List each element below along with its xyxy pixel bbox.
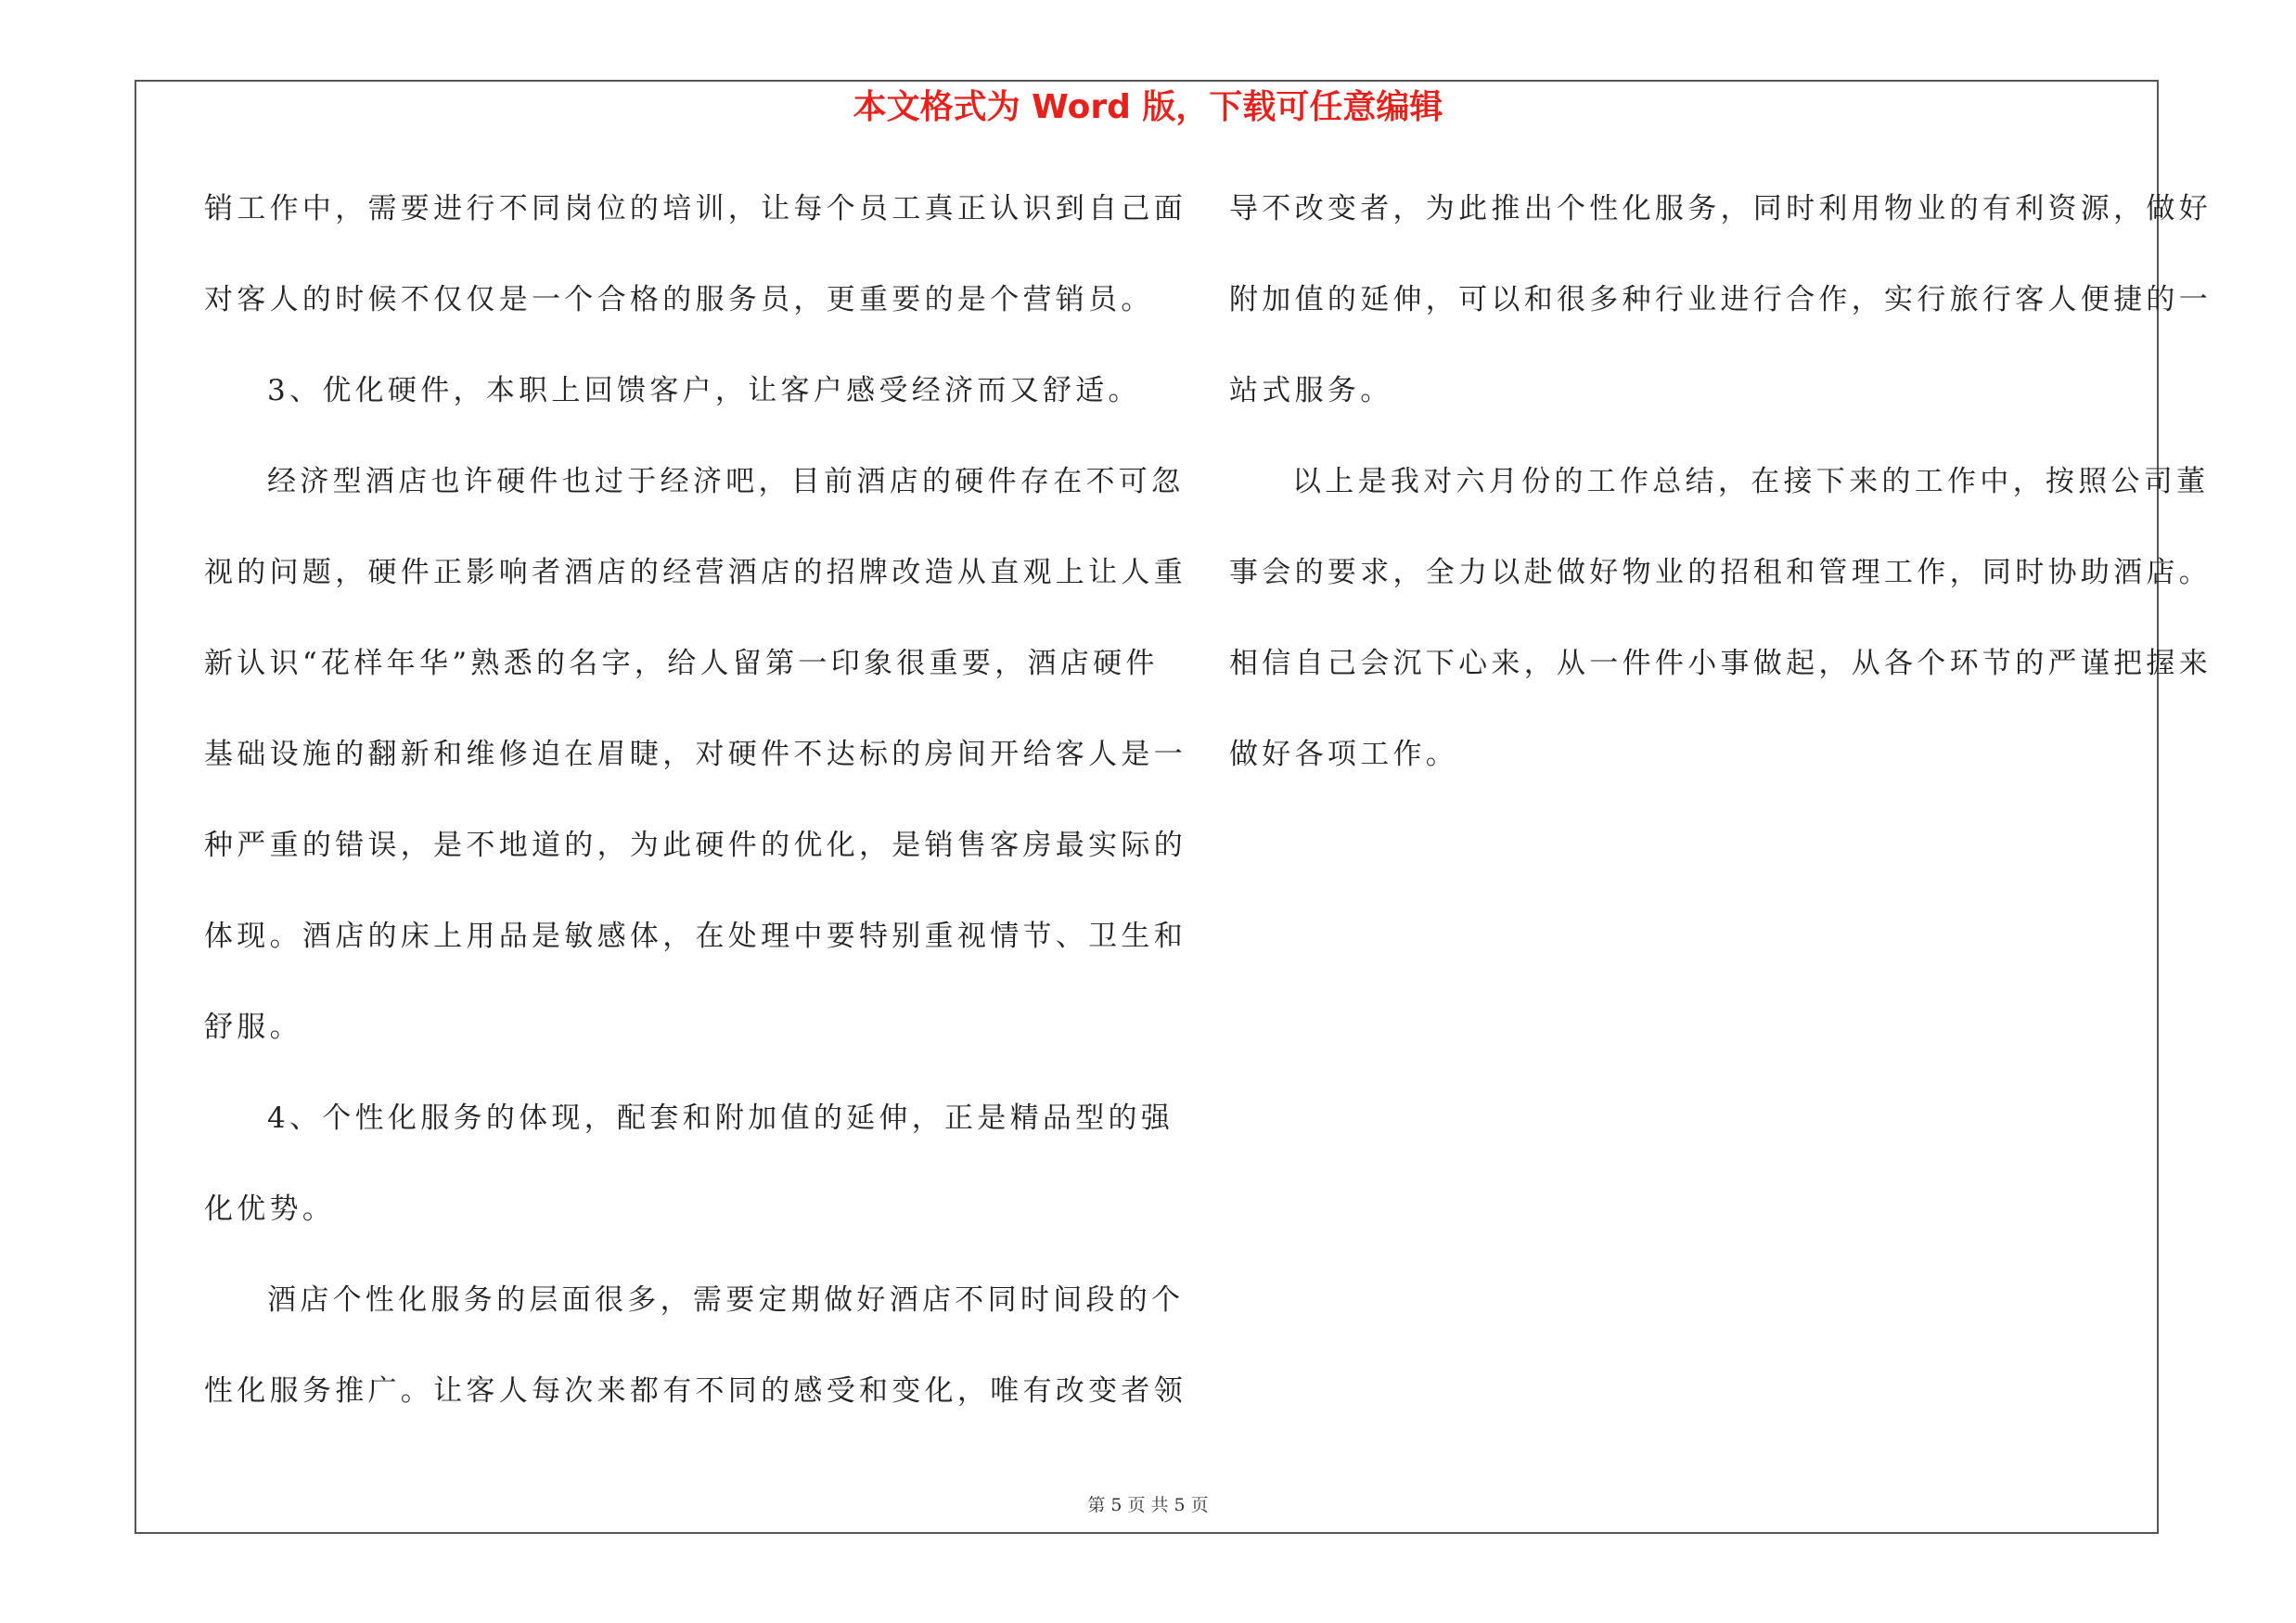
text-line: 酒店个性化服务的层面很多，需要定期做好酒店不同时间段的个: [267, 1283, 1185, 1317]
text-line: 相信自己会沉下心来，从一件件小事做起，从各个环节的严谨把握来: [1229, 647, 2212, 680]
text-line: 事会的要求，全力以赴做好物业的招租和管理工作，同时协助酒店。: [1229, 556, 2212, 589]
text-line: 销工作中，需要进行不同岗位的培训，让每个员工真正认识到自己面: [204, 192, 1186, 225]
text-line: 做好各项工作。: [1229, 738, 1459, 771]
format-notice-banner: 本文格式为 Word 版，下载可任意编辑: [853, 88, 1443, 126]
text-line: 舒服。: [204, 1011, 302, 1044]
text-line: 视的问题，硬件正影响者酒店的经营酒店的招牌改造从直观上让人重: [204, 556, 1186, 589]
page-number-footer: 第 5 页 共 5 页: [1087, 1495, 1209, 1515]
text-line: 体现。酒店的床上用品是敏感体，在处理中要特别重视情节、卫生和: [204, 920, 1186, 953]
left-text-column: [204, 181, 1186, 1454]
section-heading-3: 3、优化硬件，本职上回馈客户，让客户感受经济而又舒适。: [267, 374, 1141, 407]
text-line: 导不改变者，为此推出个性化服务，同时利用物业的有利资源，做好: [1229, 192, 2212, 225]
text-line: 新认识“花样年华”熟悉的名字，给人留第一印象很重要，酒店硬件: [204, 647, 1159, 680]
text-line: 经济型酒店也许硬件也过于经济吧，目前酒店的硬件存在不可忽: [267, 465, 1185, 498]
text-line: 化优势。: [204, 1192, 336, 1226]
text-line: 站式服务。: [1229, 374, 1393, 407]
section-heading-4: 4、个性化服务的体现，配套和附加值的延伸，正是精品型的强: [267, 1101, 1174, 1135]
text-line: 以上是我对六月份的工作总结，在接下来的工作中，按照公司董: [1292, 465, 2210, 498]
right-text-column: [1229, 181, 2212, 818]
text-line: 种严重的错误，是不地道的，为此硬件的优化，是销售客房最实际的: [204, 829, 1186, 862]
text-line: 附加值的延伸，可以和很多种行业进行合作，实行旅行客人便捷的一: [1229, 283, 2212, 316]
text-line: 对客人的时候不仅仅是一个合格的服务员，更重要的是个营销员。: [204, 283, 1154, 316]
text-line: 基础设施的翻新和维修迫在眉睫，对硬件不达标的房间开给客人是一: [204, 738, 1186, 771]
text-line: 性化服务推广。让客人每次来都有不同的感受和变化，唯有改变者领: [204, 1374, 1186, 1408]
